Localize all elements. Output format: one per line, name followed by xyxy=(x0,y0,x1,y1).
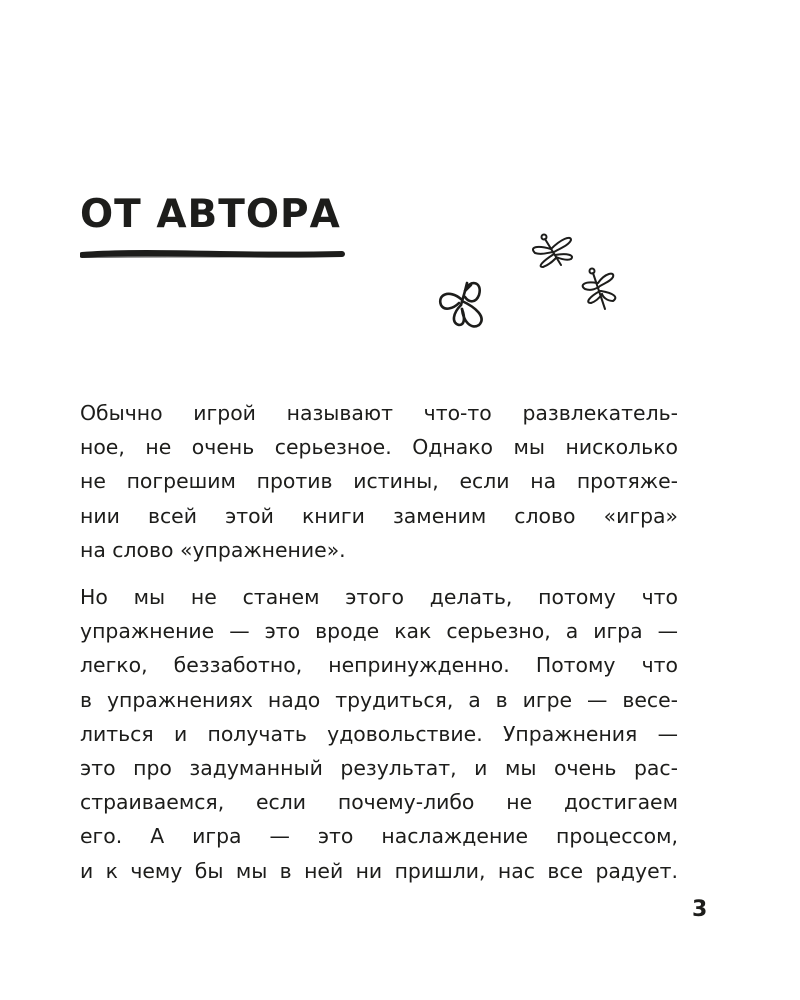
paragraph-2 xyxy=(80,580,678,888)
text-line: не погрешим против истины, если на протяже- xyxy=(80,469,678,494)
paragraph-1 xyxy=(80,396,678,567)
text-line: это про задуманный результат, и мы очень рас- xyxy=(80,755,678,780)
insect-doodles xyxy=(425,225,635,340)
text-line: нии всей этой книги заменим слово «игра» xyxy=(80,503,678,528)
text-line: ное, не очень серьезное. Однако мы нисколько xyxy=(80,435,678,460)
text-line: страиваемся, если почему-либо не достигаем xyxy=(80,790,678,815)
page-number: 3 xyxy=(692,897,708,922)
text-line: в упражнениях надо трудиться, а в игре — весе- xyxy=(80,687,678,712)
text-line: его. А игра — это наслаждение процессом, xyxy=(80,824,678,849)
text-line: Но мы не станем этого делать, потому что xyxy=(80,585,678,609)
heading-underline xyxy=(80,246,345,262)
text-line: и к чему бы мы в ней ни пришли, нас все радует. xyxy=(80,858,678,883)
text-line: на слово «упражнение». xyxy=(80,537,346,562)
text-line: упражнение — это вроде как серьезно, а игра — xyxy=(80,619,678,644)
dragonfly-icon xyxy=(533,235,572,268)
text-line: легко, беззаботно, непринужденно. Потому что xyxy=(80,653,678,678)
dragonfly-icon xyxy=(583,269,616,310)
text-line: Обычно игрой называют что-то развлекатель- xyxy=(80,401,678,425)
butterfly-icon xyxy=(440,283,481,326)
text-line: литься и получать удовольствие. Упражнения — xyxy=(80,721,678,746)
chapter-heading: ОТ АВТОРА xyxy=(80,192,341,237)
